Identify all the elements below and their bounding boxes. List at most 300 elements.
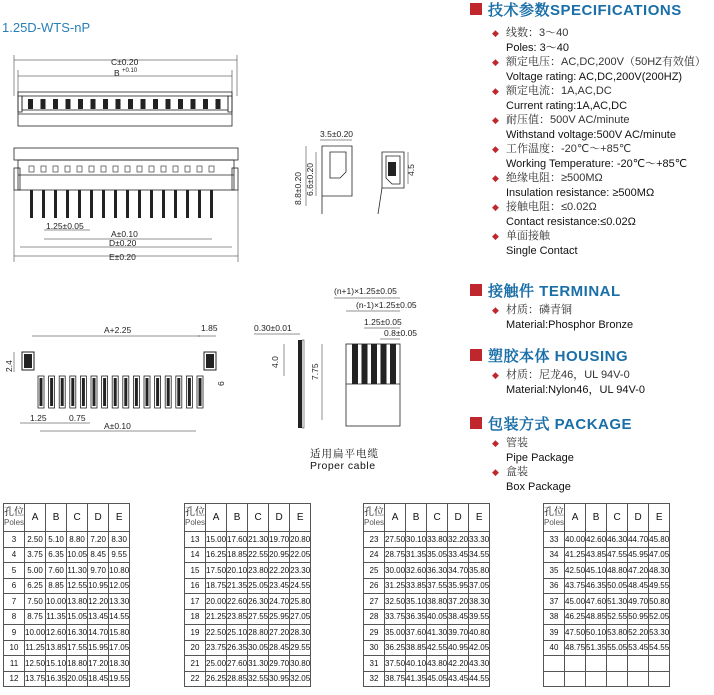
pin-front — [102, 190, 105, 218]
table-row — [544, 656, 670, 672]
table-row — [364, 594, 490, 610]
pin-front — [54, 190, 57, 218]
value-cell: 13.45 — [88, 609, 109, 625]
value-cell — [586, 671, 607, 687]
housing-title: 塑胶本体 HOUSING — [488, 347, 629, 365]
value-cell: 41.30 — [427, 625, 448, 641]
value-cell: 47.55 — [607, 547, 628, 563]
pin-front — [126, 190, 129, 218]
column-header: B — [227, 504, 248, 532]
spec-item-cn — [470, 436, 714, 451]
value-cell: 46.35 — [586, 578, 607, 594]
value-cell: 12.05 — [109, 578, 130, 594]
dim-a225: A+2.25 — [104, 325, 132, 335]
diamond-bullet-icon: ◆ — [492, 305, 499, 315]
value-cell: 52.05 — [649, 609, 670, 625]
value-cell: 43.75 — [565, 578, 586, 594]
poles-cell: 7 — [4, 594, 25, 610]
dim-c: C±0.20 — [111, 57, 139, 67]
poles-header-en: Poles — [364, 517, 385, 527]
value-cell: 30.00 — [385, 563, 406, 579]
value-cell: 5.10 — [46, 532, 67, 548]
value-cell: 17.60 — [227, 532, 248, 548]
pin-top — [178, 99, 183, 109]
pin-top — [53, 99, 58, 109]
column-header: B — [406, 504, 427, 532]
value-cell: 23.30 — [290, 563, 311, 579]
square-bullet-icon — [470, 284, 482, 296]
poles-cell: 4 — [4, 547, 25, 563]
table-row — [544, 563, 670, 579]
value-cell: 20.05 — [67, 671, 88, 687]
pin-front — [186, 190, 189, 218]
poles-cell: 40 — [544, 640, 565, 656]
spec-text-en: Contact resistance:≤0.02Ω — [506, 215, 636, 228]
value-cell: 48.30 — [649, 563, 670, 579]
pin-front-head — [113, 166, 118, 172]
table-row — [544, 594, 670, 610]
spec-text-cn: 材质：磷青铜 — [506, 304, 572, 316]
table-row — [185, 578, 311, 594]
cable-conductor — [352, 344, 358, 384]
diamond-bullet-icon: ◆ — [492, 28, 499, 38]
value-cell: 45.05 — [427, 671, 448, 687]
proper-cable-label-cn: 适用扁平电缆 — [310, 448, 379, 460]
value-cell: 25.80 — [290, 594, 311, 610]
dim-d: D±0.20 — [109, 238, 137, 248]
poles-cell — [544, 656, 565, 672]
value-cell: 13.80 — [67, 594, 88, 610]
value-cell: 49.55 — [649, 578, 670, 594]
poles-cell: 6 — [4, 578, 25, 594]
dim-24: 2.4 — [4, 360, 14, 372]
value-cell: 30.10 — [406, 532, 427, 548]
diamond-bullet-icon: ◆ — [492, 115, 499, 125]
pin-front — [138, 190, 141, 218]
dim-pitch: 1.25±0.05 — [46, 221, 84, 231]
spec-text-cn: 额定电压：AC,DC,200V（50HZ有效值） — [506, 56, 706, 68]
value-cell: 45.95 — [628, 547, 649, 563]
value-cell: 21.25 — [206, 609, 227, 625]
value-cell: 32.55 — [248, 671, 269, 687]
value-cell: 33.80 — [427, 532, 448, 548]
value-cell: 16.25 — [206, 547, 227, 563]
value-cell: 35.10 — [406, 594, 427, 610]
flat-cable-drawing — [254, 286, 417, 428]
value-cell: 10.80 — [109, 563, 130, 579]
pin-front-head — [161, 166, 166, 172]
value-cell: 36.25 — [385, 640, 406, 656]
column-header: D — [88, 504, 109, 532]
pad-fill — [124, 378, 127, 406]
value-cell: 37.20 — [448, 594, 469, 610]
dim-cable-t: 0.30±0.01 — [254, 323, 292, 333]
pin-top — [128, 99, 133, 109]
table-row — [544, 532, 670, 548]
value-cell: 43.45 — [448, 671, 469, 687]
table-row — [4, 625, 130, 641]
pin-front — [162, 190, 165, 218]
value-cell: 37.50 — [385, 656, 406, 672]
value-cell: 13.85 — [46, 640, 67, 656]
column-header: C — [67, 504, 88, 532]
poles-cell: 25 — [364, 563, 385, 579]
poles-cell: 12 — [4, 671, 25, 687]
value-cell: 52.20 — [628, 625, 649, 641]
table-row — [4, 640, 130, 656]
value-cell: 42.55 — [427, 640, 448, 656]
poles-cell: 22 — [185, 671, 206, 687]
poles-cell: 19 — [185, 625, 206, 641]
value-cell: 42.05 — [469, 640, 490, 656]
value-cell: 2.50 — [25, 532, 46, 548]
value-cell: 11.30 — [67, 563, 88, 579]
value-cell: 47.60 — [586, 594, 607, 610]
value-cell: 29.55 — [290, 640, 311, 656]
value-cell: 32.60 — [406, 563, 427, 579]
pin-front-head — [185, 166, 190, 172]
value-cell: 28.30 — [290, 625, 311, 641]
value-cell: 50.10 — [586, 625, 607, 641]
spec-text-cn: 单面接触 — [506, 230, 550, 242]
value-cell: 32.50 — [385, 594, 406, 610]
value-cell: 38.30 — [469, 594, 490, 610]
poles-cell: 16 — [185, 578, 206, 594]
poles-header-cn: 孔位 — [544, 506, 564, 518]
value-cell: 20.00 — [206, 594, 227, 610]
value-cell: 16.35 — [46, 671, 67, 687]
pad-fill — [177, 378, 180, 406]
poles-cell: 38 — [544, 609, 565, 625]
value-cell: 37.60 — [406, 625, 427, 641]
poles-cell: 10 — [4, 640, 25, 656]
pad-fill — [61, 378, 64, 406]
poles-header-cn: 孔位 — [185, 506, 205, 518]
value-cell: 22.60 — [227, 594, 248, 610]
value-cell: 5.00 — [25, 563, 46, 579]
column-header: A — [385, 504, 406, 532]
pin-top — [28, 99, 33, 109]
column-header: C — [427, 504, 448, 532]
pin-front-head — [89, 166, 94, 172]
value-cell: 33.30 — [469, 532, 490, 548]
dim-side-h1: 8.8±0.20 — [293, 171, 303, 205]
value-cell: 45.00 — [565, 594, 586, 610]
value-cell: 33.85 — [406, 578, 427, 594]
value-cell: 17.55 — [67, 640, 88, 656]
value-cell: 34.55 — [469, 547, 490, 563]
poles-cell: 26 — [364, 578, 385, 594]
value-cell: 25.10 — [227, 625, 248, 641]
terminal-title: 接触件 TERMINAL — [488, 282, 621, 300]
pin-front-head — [53, 166, 58, 172]
value-cell: 12.50 — [25, 656, 46, 672]
pad-fill — [188, 378, 191, 406]
poles-cell: 3 — [4, 532, 25, 548]
table-row — [364, 547, 490, 563]
value-cell — [565, 671, 586, 687]
pin-top — [66, 99, 71, 109]
value-cell: 23.85 — [227, 609, 248, 625]
value-cell: 23.45 — [269, 578, 290, 594]
poles-cell: 24 — [364, 547, 385, 563]
value-cell: 18.80 — [67, 656, 88, 672]
value-cell: 18.45 — [88, 671, 109, 687]
poles-cell: 32 — [364, 671, 385, 687]
dim-cable-775: 7.75 — [310, 363, 320, 380]
table-row — [364, 578, 490, 594]
value-cell: 8.75 — [25, 609, 46, 625]
value-cell: 7.50 — [25, 594, 46, 610]
value-cell: 15.10 — [46, 656, 67, 672]
poles-header — [544, 504, 565, 532]
value-cell: 31.30 — [248, 656, 269, 672]
dim-cable-n-1: (n-1)×1.25±0.05 — [356, 300, 417, 310]
poles-table — [184, 503, 311, 687]
value-cell: 23.75 — [206, 640, 227, 656]
terminal-section — [470, 281, 714, 332]
package-section — [470, 414, 714, 494]
table-row — [364, 625, 490, 641]
poles-cell — [544, 671, 565, 687]
poles-cell: 5 — [4, 563, 25, 579]
value-cell: 43.85 — [586, 547, 607, 563]
value-cell: 17.50 — [206, 563, 227, 579]
pin-top — [41, 99, 46, 109]
value-cell: 45.10 — [586, 563, 607, 579]
pin-front — [78, 190, 81, 218]
dim-cable-width: 0.8±0.05 — [384, 328, 418, 338]
pin-top — [91, 99, 96, 109]
value-cell: 7.60 — [46, 563, 67, 579]
poles-header — [364, 504, 385, 532]
value-cell: 14.55 — [109, 609, 130, 625]
value-cell: 40.10 — [406, 656, 427, 672]
value-cell: 31.35 — [406, 547, 427, 563]
cable-conductor — [371, 344, 377, 384]
poles-cell: 8 — [4, 609, 25, 625]
value-cell: 50.05 — [607, 578, 628, 594]
value-cell: 27.60 — [227, 656, 248, 672]
pin-front-head — [197, 166, 202, 172]
pin-front-head — [77, 166, 82, 172]
pad-fill — [71, 378, 74, 406]
value-cell: 40.95 — [448, 640, 469, 656]
spec-item-cn — [470, 200, 714, 215]
value-cell — [565, 656, 586, 672]
pin-front — [150, 190, 153, 218]
poles-cell: 27 — [364, 594, 385, 610]
value-cell: 25.00 — [206, 656, 227, 672]
table-row — [185, 547, 311, 563]
column-header: B — [586, 504, 607, 532]
dim-side-h2: 6.6±0.20 — [305, 162, 315, 196]
specifications-heading — [470, 0, 714, 18]
poles-cell: 31 — [364, 656, 385, 672]
value-cell: 15.00 — [206, 532, 227, 548]
spec-text-cn: 线数：3～40 — [506, 27, 569, 39]
value-cell: 22.55 — [248, 547, 269, 563]
value-cell: 28.45 — [269, 640, 290, 656]
value-cell: 14.70 — [88, 625, 109, 641]
table-row — [544, 547, 670, 563]
table-row — [185, 563, 311, 579]
spec-item-cn — [470, 142, 714, 157]
pin-front-head — [101, 166, 106, 172]
value-cell — [607, 656, 628, 672]
value-cell — [649, 671, 670, 687]
value-cell: 44.55 — [469, 671, 490, 687]
pin-top — [153, 99, 158, 109]
poles-cell: 28 — [364, 609, 385, 625]
pad-fill — [156, 378, 159, 406]
pin-front-head — [125, 166, 130, 172]
column-header: C — [607, 504, 628, 532]
dim-6: 6 — [216, 381, 226, 386]
spec-item-cn — [470, 465, 714, 480]
table-row — [185, 671, 311, 687]
value-cell: 24.55 — [290, 578, 311, 594]
connector-top-view — [14, 55, 237, 126]
value-cell: 53.80 — [607, 625, 628, 641]
pin-front-head — [173, 166, 178, 172]
pin-top — [216, 99, 221, 109]
spec-item-cn — [470, 368, 714, 383]
value-cell: 48.85 — [586, 609, 607, 625]
poles-cell: 14 — [185, 547, 206, 563]
spec-text-cn: 工作温度：-20℃～+85℃ — [506, 143, 632, 155]
value-cell: 15.05 — [67, 609, 88, 625]
spec-item-cn — [470, 55, 714, 70]
value-cell: 37.05 — [469, 578, 490, 594]
spec-item-cn — [470, 171, 714, 186]
spec-text-en: Current rating:1A,AC,DC — [506, 99, 628, 112]
dim-fp-a: A±0.10 — [104, 421, 131, 431]
spec-item-cn — [470, 26, 714, 41]
spec-text-en: Single Contact — [506, 244, 578, 257]
spec-text-en: Pipe Package — [506, 451, 574, 464]
pin-front-head — [65, 166, 70, 172]
column-header: D — [269, 504, 290, 532]
pin-front — [114, 190, 117, 218]
spec-text-cn: 耐压值：500V AC/minute — [506, 114, 630, 126]
value-cell: 35.00 — [385, 625, 406, 641]
spec-item-cn — [470, 229, 714, 244]
value-cell: 45.80 — [649, 532, 670, 548]
poles-cell: 11 — [4, 656, 25, 672]
table-row — [364, 671, 490, 687]
poles-header-en: Poles — [544, 517, 565, 527]
value-cell: 23.80 — [248, 563, 269, 579]
spec-text-en: Material:Nylon46，UL 94V-0 — [506, 383, 645, 396]
dim-b-tol: +0.10 — [122, 68, 138, 74]
value-cell: 22.50 — [206, 625, 227, 641]
poles-cell: 17 — [185, 594, 206, 610]
table-row — [364, 609, 490, 625]
value-cell: 41.35 — [406, 671, 427, 687]
value-cell: 10.00 — [25, 625, 46, 641]
pad-fill — [103, 378, 106, 406]
dim-b: B — [114, 68, 120, 78]
table-row — [4, 563, 130, 579]
square-bullet-icon — [470, 417, 482, 429]
spec-text-cn: 材质：尼龙46，UL 94V-0 — [506, 369, 630, 381]
value-cell: 12.20 — [88, 594, 109, 610]
spec-text-en: Working Temperature: -20℃～+85℃ — [506, 157, 688, 170]
terminal-heading — [470, 281, 714, 299]
value-cell: 8.30 — [109, 532, 130, 548]
value-cell: 11.35 — [46, 609, 67, 625]
cable-conductor — [381, 344, 387, 384]
dim-cable-40: 4.0 — [270, 356, 280, 368]
value-cell: 38.45 — [448, 609, 469, 625]
value-cell: 37.55 — [427, 578, 448, 594]
value-cell: 7.20 — [88, 532, 109, 548]
spec-text-en: Box Package — [506, 480, 571, 493]
pad-fill — [114, 378, 117, 406]
value-cell: 6.25 — [25, 578, 46, 594]
value-cell: 47.05 — [649, 547, 670, 563]
value-cell: 12.55 — [67, 578, 88, 594]
pin-top — [191, 99, 196, 109]
value-cell: 27.20 — [269, 625, 290, 641]
spec-text-cn: 额定电流：1A,AC,DC — [506, 85, 612, 97]
poles-cell: 39 — [544, 625, 565, 641]
spec-text-cn: 盒装 — [506, 466, 528, 478]
diamond-bullet-icon: ◆ — [492, 231, 499, 241]
value-cell: 28.75 — [385, 547, 406, 563]
cable-conductor — [390, 344, 396, 384]
value-cell: 15.95 — [88, 640, 109, 656]
value-cell: 8.85 — [46, 578, 67, 594]
spec-text-en: Withstand voltage:500V AC/minute — [506, 128, 676, 141]
table-row — [544, 671, 670, 687]
value-cell: 13.75 — [25, 671, 46, 687]
package-heading — [470, 414, 714, 432]
value-cell: 3.75 — [25, 547, 46, 563]
value-cell: 25.05 — [248, 578, 269, 594]
column-header: E — [290, 504, 311, 532]
connector-front-view — [14, 148, 238, 262]
value-cell: 8.80 — [67, 532, 88, 548]
value-cell: 52.55 — [607, 609, 628, 625]
spec-text-en: Insulation resistance: ≥500MΩ — [506, 186, 655, 199]
spec-item-cn — [470, 113, 714, 128]
value-cell: 25.95 — [269, 609, 290, 625]
poles-header — [185, 504, 206, 532]
value-cell: 15.80 — [109, 625, 130, 641]
dim-cable-pitch: 1.25±0.05 — [364, 317, 402, 327]
table-row — [364, 532, 490, 548]
poles-table — [543, 503, 670, 687]
housing-heading — [470, 346, 714, 364]
value-cell: 35.95 — [448, 578, 469, 594]
value-cell: 24.70 — [269, 594, 290, 610]
dim-cable-n1: (n+1)×1.25±0.05 — [334, 286, 397, 296]
value-cell: 36.30 — [427, 563, 448, 579]
value-cell: 49.70 — [628, 594, 649, 610]
pin-front — [42, 190, 45, 218]
table-row — [4, 578, 130, 594]
value-cell: 35.80 — [469, 563, 490, 579]
value-cell: 42.20 — [448, 656, 469, 672]
spec-text-en: Material:Phosphor Bronze — [506, 318, 634, 331]
value-cell: 18.75 — [206, 578, 227, 594]
pad-fill — [40, 378, 43, 406]
value-cell: 20.80 — [290, 532, 311, 548]
pad-fill — [199, 378, 202, 406]
table-row — [544, 609, 670, 625]
